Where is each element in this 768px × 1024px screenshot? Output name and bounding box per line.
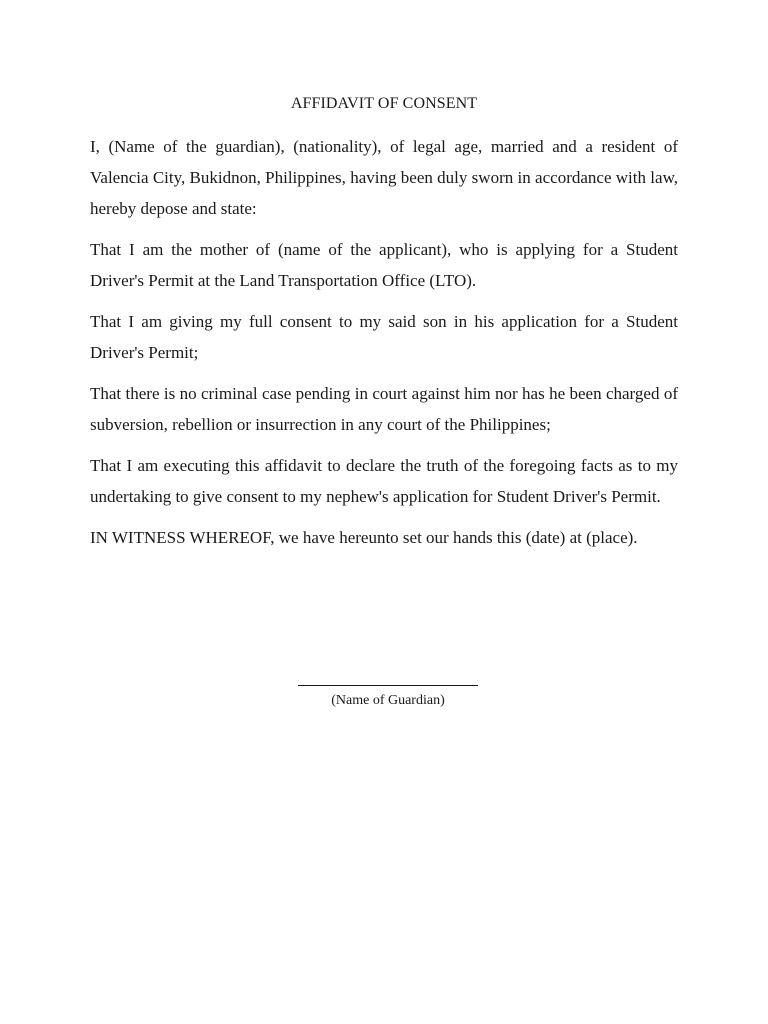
paragraph-consent: That I am giving my full consent to my said son in his application for a Student Driver's Permit; (90, 312, 678, 362)
paragraph-witness: IN WITNESS WHEREOF, we have hereunto set our hands this (date) at (place). (90, 528, 638, 547)
signature-block (298, 685, 478, 710)
signature-caption: (Name of Guardian) (331, 693, 445, 708)
paragraph-no-criminal-case: That there is no criminal case pending in court against him nor has he been charged of subversion, rebellion or insurrection in any court of the Philippines; (90, 384, 678, 434)
document-title: AFFIDAVIT OF CONSENT (290, 95, 478, 112)
paragraph-relationship: That I am the mother of (name of the applicant), who is applying for a Student Driver's Permit at the Land Transportation Office (LTO). (90, 240, 678, 290)
signature-line (298, 685, 478, 686)
paragraph-purpose: That I am executing this affidavit to declare the truth of the foregoing facts as to my undertaking to give consent to my nephew's application for Student Driver's Permit. (90, 456, 678, 506)
document-body (90, 131, 678, 563)
paragraph-declarant: I, (Name of the guardian), (nationality), of legal age, married and a resident of Valencia City, Bukidnon, Philippines, having been duly sworn in accordance with law, hereby depose and state: (90, 137, 678, 218)
